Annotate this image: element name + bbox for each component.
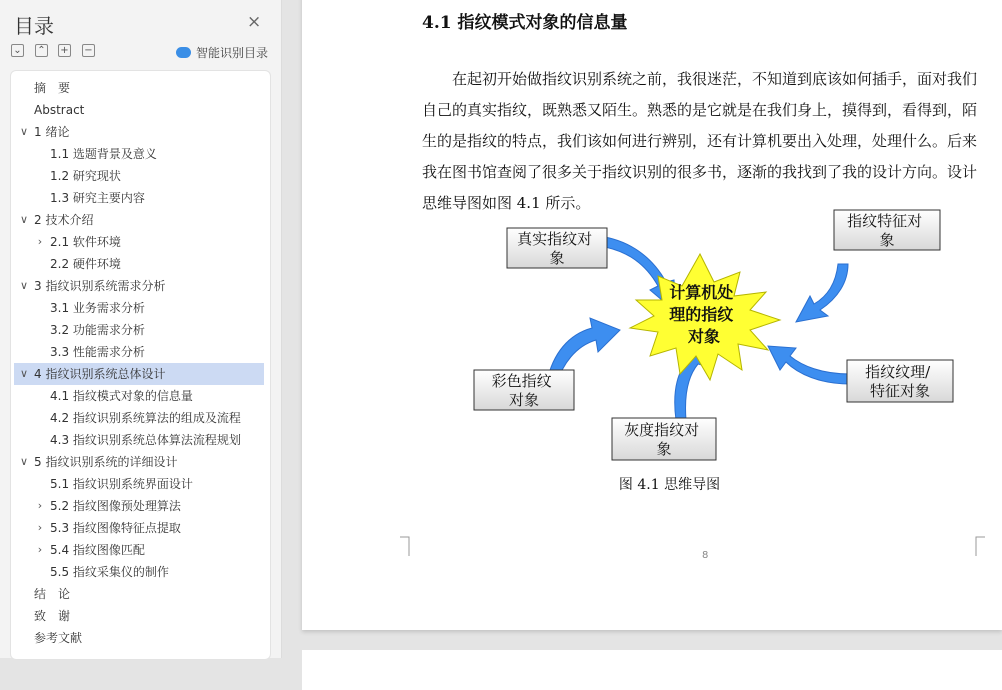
toc-item-label: 2.1 软件环境 (50, 235, 121, 249)
chevron-right-icon[interactable]: › (37, 543, 43, 556)
toc-item[interactable] (14, 341, 264, 363)
toc-item-label: 结 论 (34, 587, 71, 601)
arrow-feature-to-center (796, 264, 848, 322)
remove-heading-icon[interactable]: − (82, 44, 95, 57)
smart-toc-button[interactable] (176, 44, 268, 61)
expand-up-icon[interactable]: ⌃ (35, 44, 48, 57)
toc-item[interactable] (14, 539, 264, 561)
toc-item[interactable] (14, 583, 264, 605)
chevron-down-icon[interactable]: ∨ (19, 279, 29, 292)
toc-item[interactable] (14, 231, 264, 253)
section-heading: 4.1 指纹模式对象的信息量 (422, 13, 628, 33)
smart-toc-label: 智能识别目录 (196, 46, 269, 60)
page-corner-mark-right (975, 536, 985, 556)
toc-item[interactable] (14, 407, 264, 429)
sidebar-title: 目录 (14, 14, 54, 38)
toc-item-label: 2 技术介绍 (34, 213, 94, 227)
toc-item[interactable] (14, 297, 264, 319)
toc-item-label: 4.3 指纹识别系统总体算法流程规划 (50, 433, 241, 447)
toc-sidebar (0, 0, 282, 658)
chevron-down-icon[interactable]: ∨ (19, 125, 29, 138)
toc-item[interactable] (14, 517, 264, 539)
toc-item[interactable] (14, 319, 264, 341)
toc-item-label: Abstract (34, 103, 85, 117)
toc-item-label: 1 绪论 (34, 125, 70, 139)
toc-item[interactable] (14, 165, 264, 187)
center-label-line1: 计算机处 (669, 283, 734, 302)
svg-text:灰度指纹对 象: 灰度指纹对 象 (624, 421, 700, 458)
toc-item-label: 1.1 选题背景及意义 (50, 147, 157, 161)
toc-item[interactable] (14, 495, 264, 517)
toc-item-label: 4.2 指纹识别系统算法的组成及流程 (50, 411, 241, 425)
toc-item-label: 1.3 研究主要内容 (50, 191, 145, 205)
toc-item-label: 摘 要 (34, 81, 71, 95)
box-gray-fingerprint (612, 418, 716, 460)
toc-item[interactable] (14, 187, 264, 209)
page-number: 8 (702, 550, 709, 561)
toc-item-label: 参考文献 (34, 631, 83, 645)
toc-item[interactable] (14, 605, 264, 627)
box-color-fingerprint (474, 370, 574, 410)
toc-item-label: 致 谢 (34, 609, 71, 623)
chevron-down-icon[interactable]: ∨ (19, 213, 29, 226)
toc-item-label: 4 指纹识别系统总体设计 (34, 367, 166, 381)
toc-item-label: 3 指纹识别系统需求分析 (34, 279, 166, 293)
toc-item-label: 5 指纹识别系统的详细设计 (34, 455, 178, 469)
toc-item[interactable] (14, 363, 264, 385)
toc-item[interactable] (14, 121, 264, 143)
arrow-texture-to-center (768, 346, 850, 384)
svg-text:指纹纹理/ 特征对象: 指纹纹理/ 特征对象 (865, 363, 931, 400)
svg-text:彩色指纹 对象: 彩色指纹 对象 (491, 372, 552, 409)
toc-item-label: 1.2 研究现状 (50, 169, 121, 183)
collapse-all-icon[interactable]: ⌄ (11, 44, 24, 57)
figure-caption: 图 4.1 思维导图 (618, 477, 721, 493)
toc-item[interactable] (14, 561, 264, 583)
toc-item-label: 2.2 硬件环境 (50, 257, 121, 271)
toc-item-label: 5.4 指纹图像匹配 (50, 543, 145, 557)
chevron-down-icon[interactable]: ∨ (19, 367, 29, 380)
toc-item[interactable] (14, 209, 264, 231)
toc-item-label: 3.1 业务需求分析 (50, 301, 145, 315)
document-page (302, 0, 1002, 630)
chevron-right-icon[interactable]: › (37, 499, 43, 512)
chevron-right-icon[interactable]: › (37, 521, 43, 534)
add-heading-icon[interactable]: + (58, 44, 71, 57)
svg-text:指纹特征对 象: 指纹特征对 象 (847, 212, 923, 249)
toc-item-label: 3.3 性能需求分析 (50, 345, 145, 359)
toc-item[interactable] (14, 143, 264, 165)
chevron-right-icon[interactable]: › (37, 235, 43, 248)
document-area (282, 0, 988, 658)
svg-text:真实指纹对 象: 真实指纹对 象 (517, 230, 593, 267)
toc-item[interactable] (14, 77, 264, 99)
toc-item[interactable] (14, 473, 264, 495)
toc-item[interactable] (14, 99, 264, 121)
toc-item-label: 5.5 指纹采集仪的制作 (50, 565, 169, 579)
toc-item-label: 5.3 指纹图像特征点提取 (50, 521, 181, 535)
toc-item-label: 5.2 指纹图像预处理算法 (50, 499, 181, 513)
next-page (302, 650, 1002, 690)
toc-item[interactable] (14, 429, 264, 451)
toc-item[interactable] (14, 627, 264, 649)
box-real-fingerprint (507, 228, 607, 268)
toc-list (10, 70, 271, 660)
box-feature-object (834, 210, 940, 250)
close-icon[interactable]: × (247, 12, 262, 32)
mind-map-figure (452, 212, 952, 474)
page-corner-mark-left (400, 536, 410, 556)
center-label-line3: 对象 (687, 327, 721, 346)
toc-item-label: 4.1 指纹模式对象的信息量 (50, 389, 193, 403)
toc-item[interactable] (14, 275, 264, 297)
toc-item[interactable] (14, 451, 264, 473)
box-texture-feature (847, 360, 953, 402)
ai-cloud-icon (176, 47, 191, 58)
toc-item[interactable] (14, 253, 264, 275)
chevron-down-icon[interactable]: ∨ (19, 455, 29, 468)
toc-item-label: 5.1 指纹识别系统界面设计 (50, 477, 193, 491)
toc-item[interactable] (14, 385, 264, 407)
toc-item-label: 3.2 功能需求分析 (50, 323, 145, 337)
center-label-line2: 理的指纹 (669, 305, 734, 324)
body-paragraph: 在起初开始做指纹识别系统之前，我很迷茫，不知道到底该如何插手，面对我们自己的真实指纹，既熟悉又陌生。熟悉的是它就是在我们身上，摸得到，看得到，陌生的是指纹的特点，我们该如何进行辨别，还有计算机要出入处理，处理什么。后来我在图书馆查阅了很多关于指纹识别的很多书，逐渐的我找到了我的设计方向。设计思维导图如图 4.1 所示。 (422, 70, 978, 212)
